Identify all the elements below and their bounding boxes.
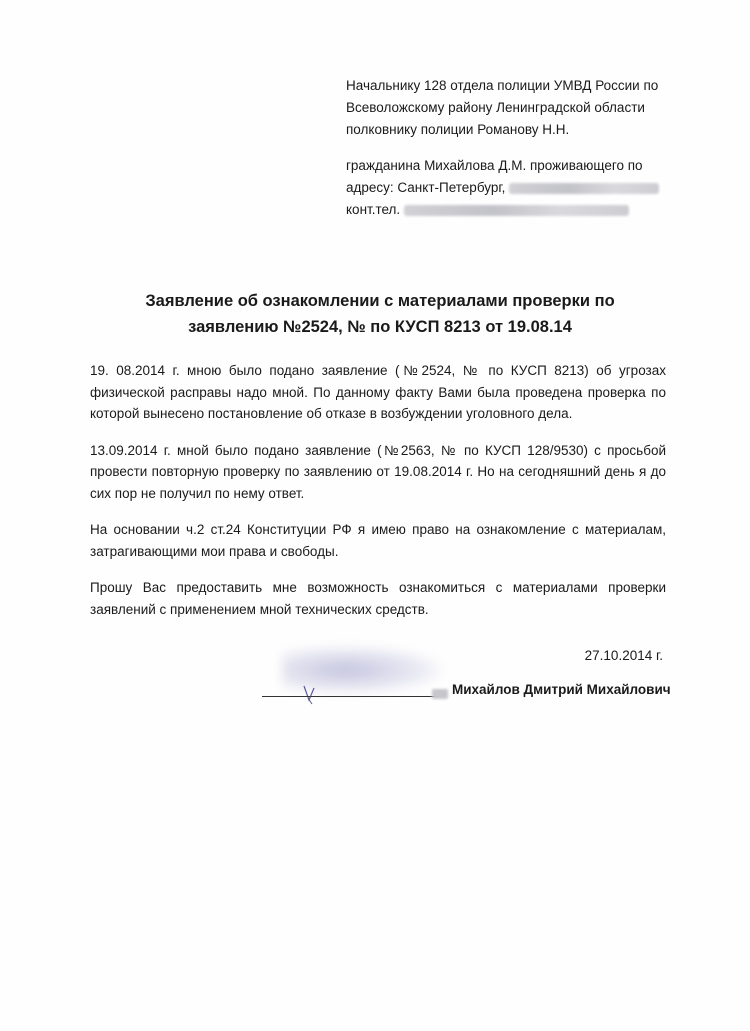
paragraph-3: На основании ч.2 ст.24 Конституции РФ я имею право на ознакомление с материалам, затрагивающими мои права и свободы. (90, 522, 666, 559)
phone-prefix: конт.тел. (346, 202, 401, 217)
phone-line (346, 199, 706, 221)
document-title (90, 288, 670, 340)
paragraph-1: 19. 08.2014 г. мною было подано заявление (№2524, № по КУСП 8213) об угрозах физической расправы надо мной. По данному факту Вами была проведена проверка по которой вынесено постановление об отказе в возбуждении уголовного дела. (90, 363, 666, 421)
addressee-line-3: полковнику полиции Романову Н.Н. (346, 122, 570, 137)
document-date: 27.10.2014 г. (584, 648, 663, 663)
address-prefix: адресу: Санкт-Петербург, (346, 180, 506, 195)
signature-row (262, 672, 672, 712)
addressee-line-1: Начальнику 128 отдела полиции УМВД России по (346, 78, 659, 93)
sender-line: гражданина Михайлова Д.М. проживающего по (346, 158, 643, 173)
signer-name: Михайлов Дмитрий Михайлович (452, 682, 671, 697)
addressee-block (346, 75, 706, 221)
paragraph-2: 13.09.2014 г. мной было подано заявление (№2563, № по КУСП 128/9530) с просьбой провести повторную проверку по заявлению от 19.08.2014 г. Но на сегодняшний день я до сих пор не получил по нему ответ. (90, 442, 666, 501)
title-line-2: заявлению №2524, № по КУСП 8213 от 19.08.14 (188, 318, 572, 336)
signature-mark (300, 682, 320, 706)
document-body (90, 360, 666, 635)
address-line (346, 177, 706, 199)
name-redaction (432, 689, 448, 699)
paragraph-4: Прошу Вас предоставить мне возможность ознакомиться с материалами проверки заявлений с применением мной технических средств. (90, 580, 666, 617)
address-redaction (509, 183, 659, 194)
phone-redaction (404, 205, 629, 216)
title-line-1: Заявление об ознакомлении с материалами проверки по (145, 292, 615, 310)
addressee-line-2: Всеволожскому району Ленинградской области (346, 100, 645, 115)
signature-line (262, 696, 438, 697)
